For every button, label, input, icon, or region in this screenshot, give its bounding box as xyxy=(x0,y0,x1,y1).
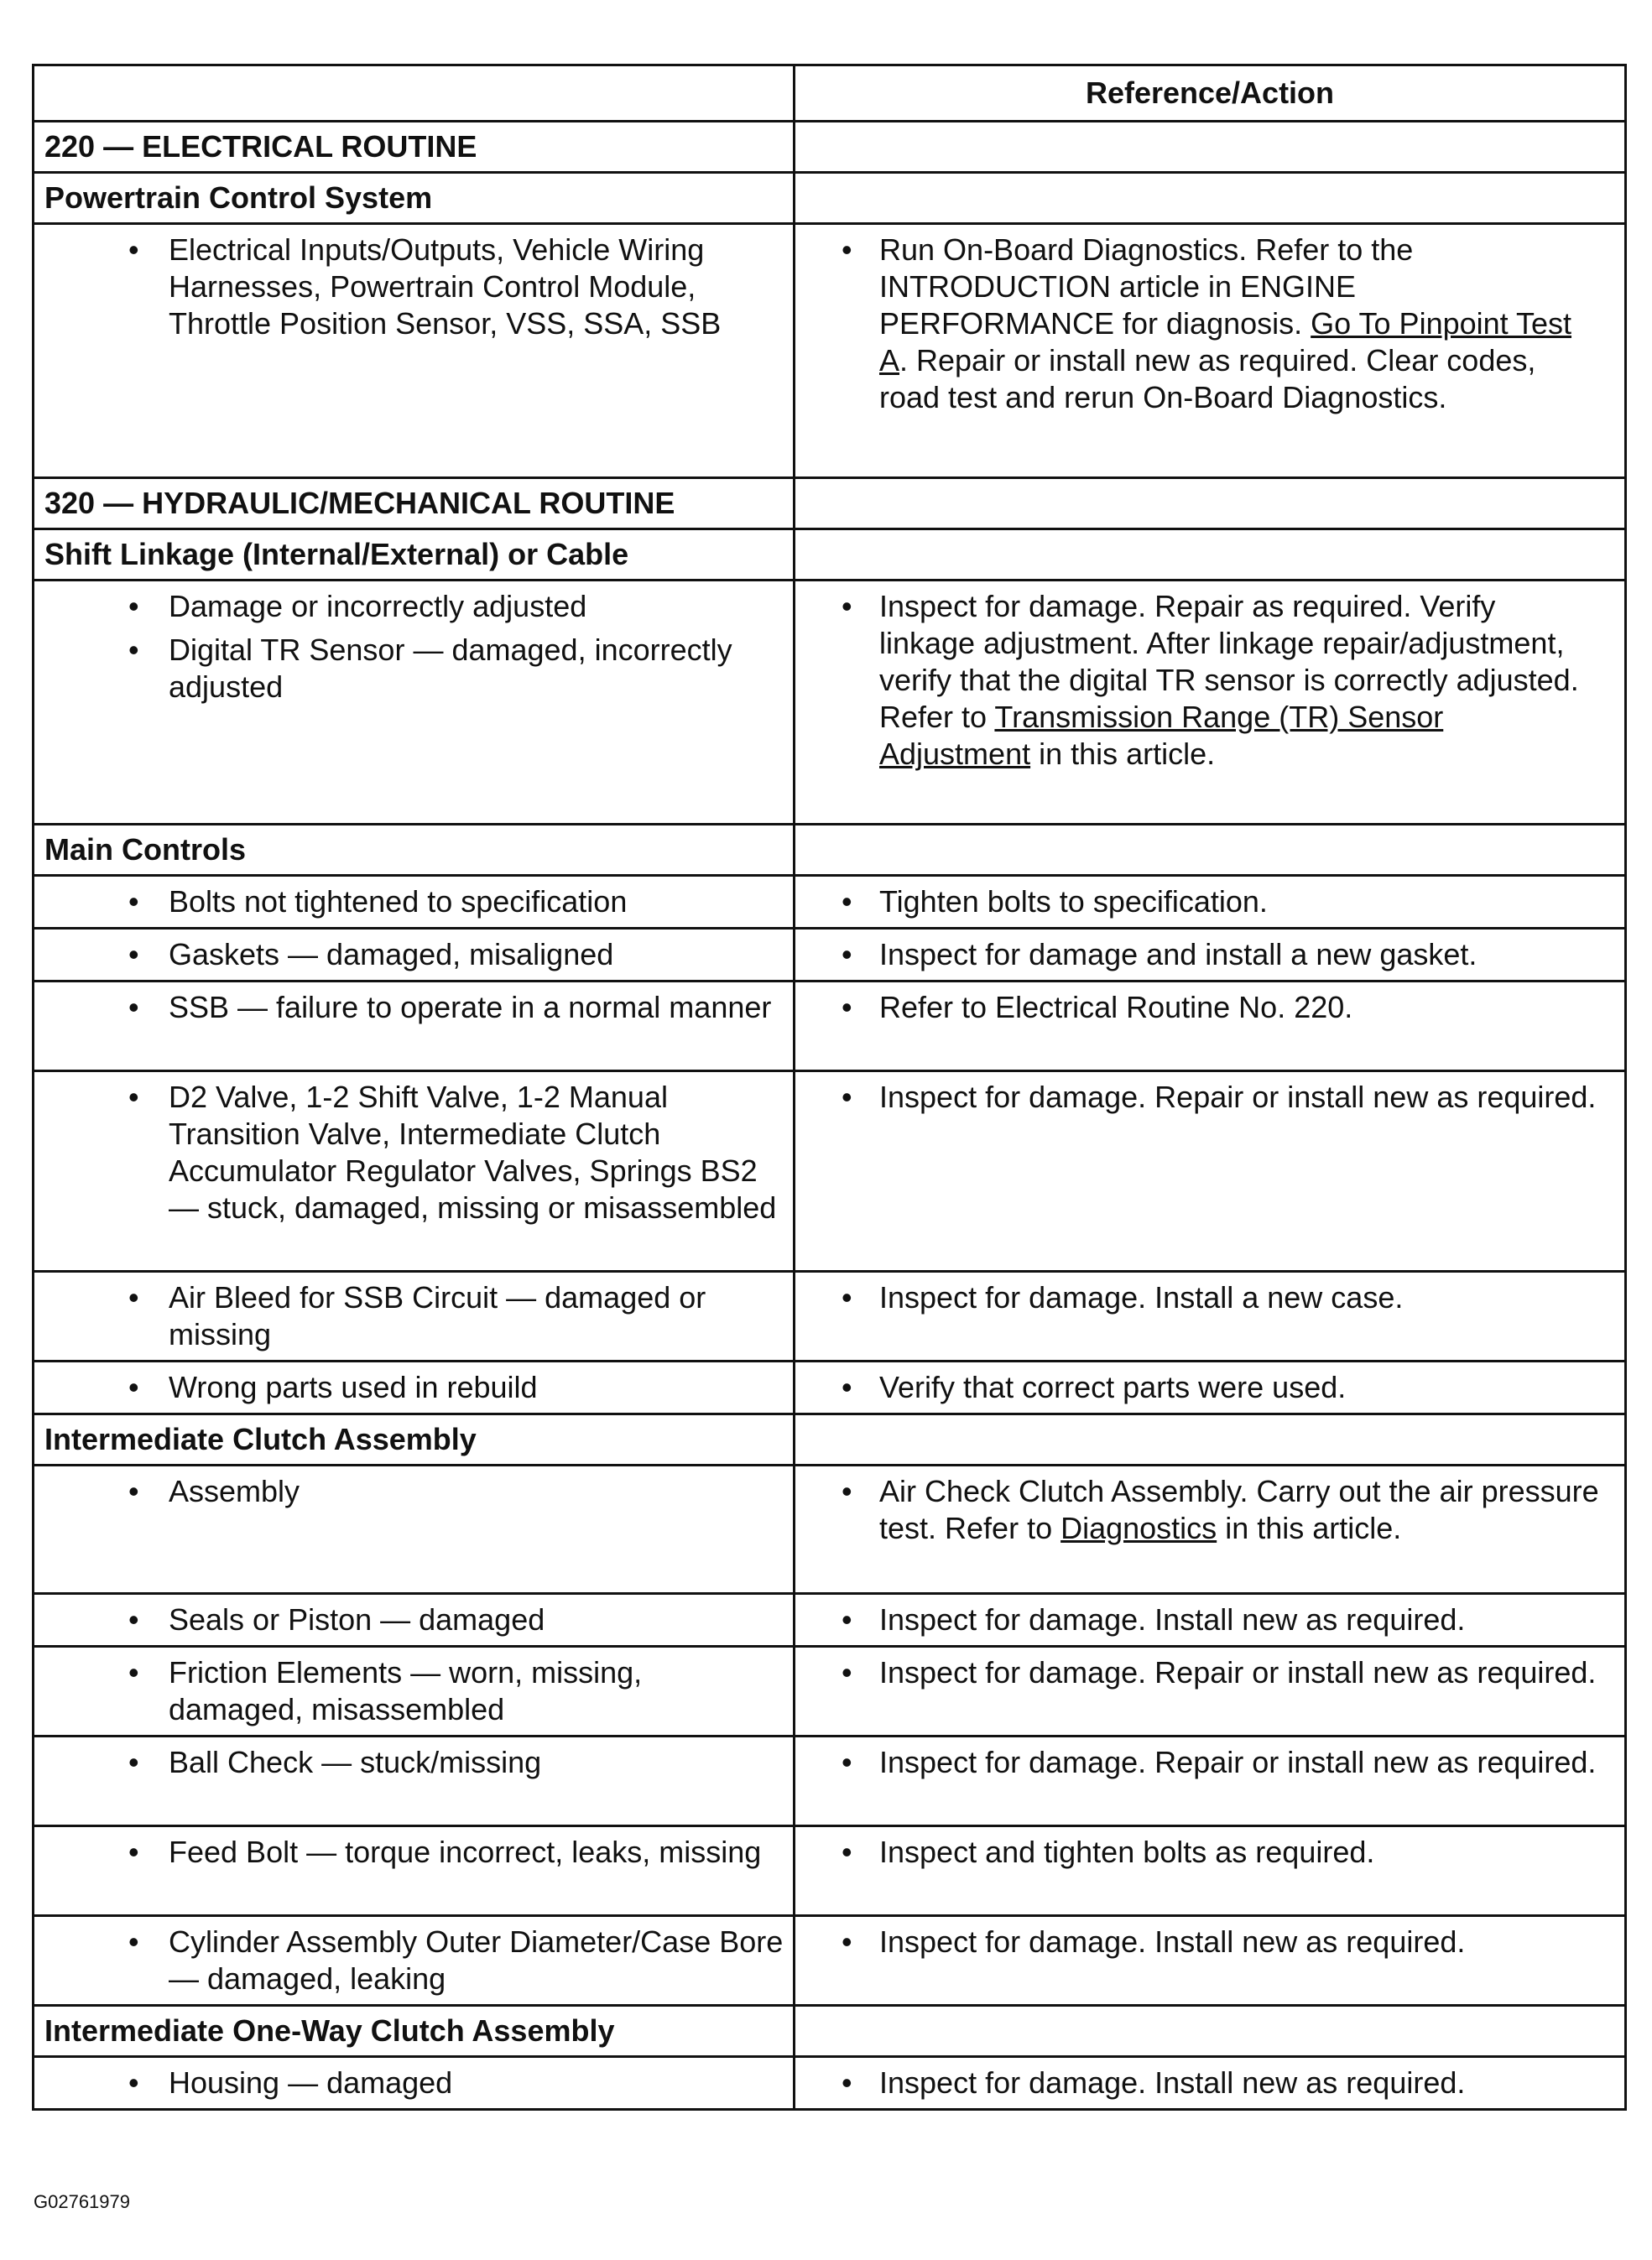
condition-text: Electrical Inputs/Outputs, Vehicle Wiring Harnesses, Powertrain Control Module, Throttle Position Sensor, VSS, SSA, SSB xyxy=(169,232,722,341)
header-condition-cell xyxy=(34,65,795,122)
bullet-icon: • xyxy=(128,937,139,971)
reference-action-cell xyxy=(795,1826,1626,1916)
reference-action-item xyxy=(795,2058,1624,2108)
condition-cell xyxy=(34,1826,795,1916)
condition-item xyxy=(34,225,793,349)
condition-text: Bolts not tightened to specification xyxy=(169,884,628,919)
reference-action-cell xyxy=(795,2057,1626,2110)
bullet-icon: • xyxy=(842,1280,852,1315)
subsection-row xyxy=(34,825,1626,876)
reference-action-text: Inspect for damage. Install new as required. xyxy=(879,1602,1466,1637)
condition-text: Air Bleed for SSB Circuit — damaged or missing xyxy=(169,1280,706,1351)
reference-action-item xyxy=(795,1595,1624,1645)
condition-text: Friction Elements — worn, missing, damaged, misassembled xyxy=(169,1655,643,1726)
bullet-icon: • xyxy=(128,884,139,919)
bullet-icon: • xyxy=(128,232,139,267)
subsection-row xyxy=(34,173,1626,224)
condition-row xyxy=(34,929,1626,982)
condition-cell xyxy=(34,982,795,1071)
condition-cell xyxy=(34,1362,795,1414)
bullet-icon: • xyxy=(128,1370,139,1404)
reference-action-text: Inspect for damage. Repair as required. Verify linkage adjustment. After linkage repair/adjustment, verify that the digital TR sensor is correctly adjusted. Refer to xyxy=(879,589,1579,734)
condition-row xyxy=(34,224,1626,478)
reference-action-item xyxy=(795,225,1624,423)
condition-cell xyxy=(34,2057,795,2110)
empty-reference-cell xyxy=(795,2006,1626,2057)
reference-action-text: Inspect for damage. Repair or install new as required. xyxy=(879,1080,1597,1114)
reference-action-cell xyxy=(795,982,1626,1071)
condition-item xyxy=(34,632,793,712)
diagnosis-table xyxy=(32,64,1627,2111)
condition-item xyxy=(34,581,793,632)
condition-text: Cylinder Assembly Outer Diameter/Case Bore — damaged, leaking xyxy=(169,1924,784,1996)
reference-action-text: Inspect for damage and install a new gasket. xyxy=(879,937,1477,971)
empty-reference-cell xyxy=(795,122,1626,173)
bullet-icon: • xyxy=(128,1080,139,1114)
reference-action-text: Inspect for damage. Install new as required. xyxy=(879,1924,1466,1959)
reference-action-cell xyxy=(795,1737,1626,1826)
bullet-icon: • xyxy=(842,2065,852,2100)
reference-action-text: Refer to Electrical Routine No. 220. xyxy=(879,990,1353,1024)
condition-text: Wrong parts used in rebuild xyxy=(169,1370,538,1404)
reference-action-text: . Repair or install new as required. Clear codes, road test and rerun On-Board Diagnostics. xyxy=(879,343,1536,414)
reference-action-cell xyxy=(795,1362,1626,1414)
condition-cell xyxy=(34,1594,795,1647)
reference-action-item xyxy=(795,581,1624,779)
condition-text: Seals or Piston — damaged xyxy=(169,1602,545,1637)
reference-action-text: in this article. xyxy=(1030,737,1216,771)
condition-row xyxy=(34,876,1626,929)
condition-cell xyxy=(34,1071,795,1272)
empty-reference-cell xyxy=(795,173,1626,224)
bullet-icon: • xyxy=(128,633,139,667)
condition-row xyxy=(34,1272,1626,1362)
diagnosis-table-body xyxy=(34,65,1626,2110)
reference-action-cell xyxy=(795,1594,1626,1647)
condition-cell xyxy=(34,1466,795,1594)
condition-row xyxy=(34,1737,1626,1826)
condition-item xyxy=(34,2058,793,2108)
bullet-icon: • xyxy=(842,937,852,971)
bullet-icon: • xyxy=(842,990,852,1024)
condition-item xyxy=(34,1466,793,1517)
reference-action-item xyxy=(795,1827,1624,1877)
section-row xyxy=(34,478,1626,529)
subsection-row xyxy=(34,1414,1626,1466)
condition-row xyxy=(34,1826,1626,1916)
reference-action-text: Inspect for damage. Repair or install new as required. xyxy=(879,1745,1597,1779)
reference-action-item xyxy=(795,1466,1624,1554)
reference-action-text: Run On-Board Diagnostics. Refer to the INTRODUCTION article in ENGINE PERFORMANCE for diagnosis. xyxy=(879,232,1414,341)
condition-cell xyxy=(34,1916,795,2006)
subsection-heading: Powertrain Control System xyxy=(34,173,795,224)
condition-text: Digital TR Sensor — damaged, incorrectly adjusted xyxy=(169,633,732,704)
reference-action-cell xyxy=(795,1647,1626,1737)
condition-text: SSB — failure to operate in a normal manner xyxy=(169,990,772,1024)
condition-text: Feed Bolt — torque incorrect, leaks, missing xyxy=(169,1835,762,1869)
reference-action-cell xyxy=(795,1272,1626,1362)
bullet-icon: • xyxy=(128,1602,139,1637)
reference-action-item xyxy=(795,1648,1624,1698)
bullet-icon: • xyxy=(842,1655,852,1690)
condition-row xyxy=(34,581,1626,825)
condition-text: Housing — damaged xyxy=(169,2065,453,2100)
bullet-icon: • xyxy=(128,1280,139,1315)
bullet-icon: • xyxy=(128,1474,139,1508)
reference-action-text: Inspect for damage. Install new as required. xyxy=(879,2065,1466,2100)
condition-item xyxy=(34,1595,793,1645)
condition-cell xyxy=(34,1737,795,1826)
reference-action-cell xyxy=(795,581,1626,825)
condition-cell xyxy=(34,876,795,929)
subsection-heading: Intermediate Clutch Assembly xyxy=(34,1414,795,1466)
reference-action-cell xyxy=(795,876,1626,929)
condition-cell xyxy=(34,224,795,478)
condition-item xyxy=(34,1917,793,2004)
reference-action-item xyxy=(795,1917,1624,1967)
condition-text: D2 Valve, 1-2 Shift Valve, 1-2 Manual Transition Valve, Intermediate Clutch Accumulator Regulator Valves, Springs BS2 — stuck, damaged, missing or misassembled xyxy=(169,1080,777,1225)
bullet-icon: • xyxy=(842,1602,852,1637)
bullet-icon: • xyxy=(842,884,852,919)
reference-action-text: in this article. xyxy=(1217,1511,1402,1545)
condition-item xyxy=(34,930,793,980)
condition-item xyxy=(34,1827,793,1877)
reference-action-cell xyxy=(795,1071,1626,1272)
condition-cell xyxy=(34,1647,795,1737)
bullet-icon: • xyxy=(128,589,139,623)
bullet-icon: • xyxy=(128,990,139,1024)
condition-row xyxy=(34,1362,1626,1414)
reference-action-item xyxy=(795,1737,1624,1788)
condition-item xyxy=(34,982,793,1033)
reference-action-text: Air Check Clutch Assembly. Carry out the air pressure test. Refer to xyxy=(879,1474,1599,1545)
condition-item xyxy=(34,1362,793,1413)
cross-reference-link[interactable]: Go To Pinpoint Test A xyxy=(879,306,1572,378)
condition-row xyxy=(34,1916,1626,2006)
bullet-icon: • xyxy=(842,232,852,267)
section-row xyxy=(34,122,1626,173)
reference-action-text: Inspect for damage. Repair or install new as required. xyxy=(879,1655,1597,1690)
reference-action-text: Verify that correct parts were used. xyxy=(879,1370,1347,1404)
condition-row xyxy=(34,1466,1626,1594)
condition-cell xyxy=(34,581,795,825)
reference-action-item xyxy=(795,982,1624,1033)
reference-action-item xyxy=(795,930,1624,980)
condition-item xyxy=(34,1273,793,1360)
bullet-icon: • xyxy=(128,1655,139,1690)
reference-action-cell xyxy=(795,1916,1626,2006)
subsection-heading: Shift Linkage (Internal/External) or Cable xyxy=(34,529,795,581)
empty-reference-cell xyxy=(795,529,1626,581)
condition-row xyxy=(34,982,1626,1071)
condition-text: Assembly xyxy=(169,1474,300,1508)
reference-action-cell xyxy=(795,224,1626,478)
subsection-row xyxy=(34,529,1626,581)
condition-text: Damage or incorrectly adjusted xyxy=(169,589,587,623)
subsection-heading: Main Controls xyxy=(34,825,795,876)
reference-action-text: Tighten bolts to specification. xyxy=(879,884,1268,919)
bullet-icon: • xyxy=(128,1924,139,1959)
reference-action-text: Inspect for damage. Install a new case. xyxy=(879,1280,1404,1315)
figure-code: G02761979 xyxy=(34,2191,130,2212)
condition-row xyxy=(34,1594,1626,1647)
condition-row xyxy=(34,1647,1626,1737)
condition-item xyxy=(34,1648,793,1735)
subsection-heading: Intermediate One-Way Clutch Assembly xyxy=(34,2006,795,2057)
section-heading: 220 — ELECTRICAL ROUTINE xyxy=(34,122,795,173)
bullet-icon: • xyxy=(842,1080,852,1114)
bullet-icon: • xyxy=(842,589,852,623)
reference-action-cell xyxy=(795,929,1626,982)
cross-reference-link[interactable]: Diagnostics xyxy=(1061,1511,1217,1545)
condition-item xyxy=(34,1072,793,1233)
subsection-row xyxy=(34,2006,1626,2057)
condition-item xyxy=(34,877,793,927)
reference-action-text: Inspect and tighten bolts as required. xyxy=(879,1835,1375,1869)
bullet-icon: • xyxy=(128,1745,139,1779)
condition-cell xyxy=(34,1272,795,1362)
condition-item xyxy=(34,1737,793,1788)
empty-reference-cell xyxy=(795,825,1626,876)
bullet-icon: • xyxy=(128,2065,139,2100)
condition-row xyxy=(34,1071,1626,1272)
bullet-icon: • xyxy=(842,1835,852,1869)
bullet-icon: • xyxy=(842,1370,852,1404)
bullet-icon: • xyxy=(842,1474,852,1508)
bullet-icon: • xyxy=(128,1835,139,1869)
bullet-icon: • xyxy=(842,1745,852,1779)
condition-cell xyxy=(34,929,795,982)
cross-reference-link[interactable]: Transmission Range (TR) Sensor Adjustment xyxy=(879,700,1444,771)
reference-action-item xyxy=(795,1362,1624,1413)
condition-text: Ball Check — stuck/missing xyxy=(169,1745,542,1779)
reference-action-item xyxy=(795,1072,1624,1122)
section-heading: 320 — HYDRAULIC/MECHANICAL ROUTINE xyxy=(34,478,795,529)
condition-row xyxy=(34,2057,1626,2110)
bullet-icon: • xyxy=(842,1924,852,1959)
header-row xyxy=(34,65,1626,122)
empty-reference-cell xyxy=(795,1414,1626,1466)
reference-action-item xyxy=(795,877,1624,927)
reference-action-item xyxy=(795,1273,1624,1323)
empty-reference-cell xyxy=(795,478,1626,529)
reference-action-cell xyxy=(795,1466,1626,1594)
condition-text: Gaskets — damaged, misaligned xyxy=(169,937,614,971)
header-reference-action: Reference/Action xyxy=(795,65,1626,122)
